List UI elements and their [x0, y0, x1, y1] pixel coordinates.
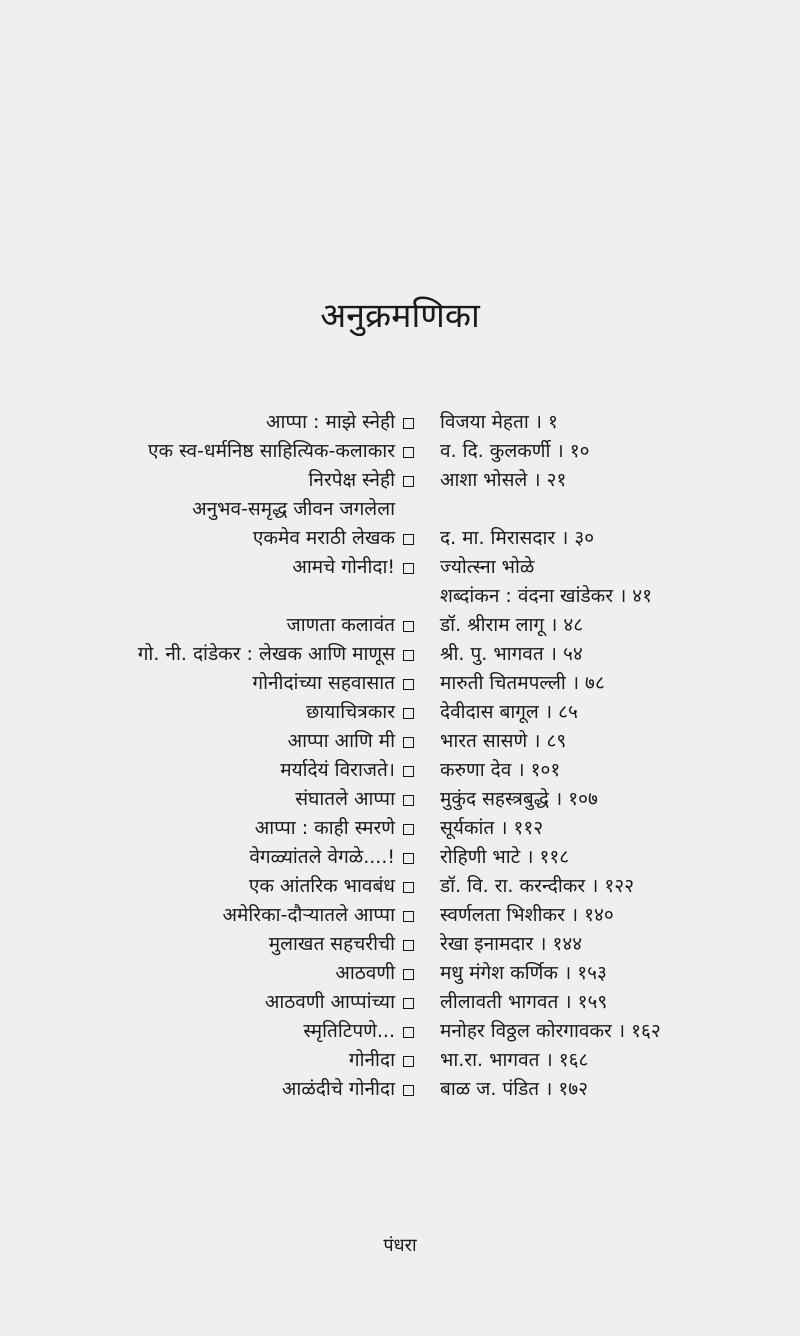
square-bullet-icon [403, 766, 414, 777]
toc-entry-author-spacer [440, 495, 594, 524]
toc-entry-author: करुणा देव । १०१ [440, 759, 561, 781]
square-bullet-icon [403, 679, 414, 690]
toc-entry-title: आप्पा आणि मी [287, 730, 395, 752]
square-bullet-icon [403, 911, 414, 922]
toc-entry-title: एक स्व-धर्मनिष्ठ साहित्यिक-कलाकार [147, 440, 395, 462]
square-bullet-icon [403, 969, 414, 980]
toc-entry [0, 901, 800, 930]
toc-entry [0, 930, 800, 959]
toc-entry [0, 698, 800, 727]
toc-entry-title-line-1: अनुभव-समृद्ध जीवन जगलेला [192, 498, 395, 520]
toc-entry [0, 814, 800, 843]
toc-entry-title: आप्पा : काही स्मरणे [254, 817, 395, 839]
toc-entry-author: आशा भोसले । २१ [440, 469, 567, 491]
toc-entry-title-line-2: एकमेव मराठी लेखक [252, 527, 395, 549]
square-bullet-icon [403, 882, 414, 893]
toc-entry-author: मुकुंद सहस्त्रबुद्धे । १०७ [440, 788, 598, 810]
toc-entry [0, 727, 800, 756]
toc-entry-author: डॉ. वि. रा. करन्दीकर । १२२ [440, 875, 635, 897]
toc-entry-title: आप्पा : माझे स्नेही [266, 411, 395, 433]
square-bullet-icon [403, 940, 414, 951]
square-bullet-icon [403, 737, 414, 748]
square-bullet-icon [403, 853, 414, 864]
toc-entry-title: छायाचित्रकार [306, 701, 395, 723]
square-bullet-icon [403, 476, 414, 487]
toc-entry-author: सूर्यकांत । ११२ [440, 817, 544, 839]
toc-entry-author: स्वर्णलता भिशीकर । १४० [440, 904, 614, 926]
toc-entry-title: गोनीदा [348, 1049, 395, 1071]
toc-entry-author: श्री. पु. भागवत । ५४ [440, 643, 583, 665]
table-of-contents [0, 408, 800, 1104]
toc-entry-author-line-1: ज्योत्स्ना भोळे [440, 556, 535, 578]
toc-entry-author: देवीदास बागूल । ८५ [440, 701, 578, 723]
toc-entry [0, 669, 800, 698]
square-bullet-icon [403, 1085, 414, 1096]
toc-entry [0, 466, 800, 495]
toc-entry-title: जाणता कलावंत [286, 614, 395, 636]
toc-entry-author: रेखा इनामदार । १४४ [440, 933, 583, 955]
toc-entry-title: गोनीदांच्या सहवासात [252, 672, 395, 694]
toc-entry-author: रोहिणी भाटे । ११८ [440, 846, 570, 868]
toc-entry [0, 872, 800, 901]
square-bullet-icon [403, 418, 414, 429]
toc-entry-title: आमचे गोनीदा! [292, 556, 395, 578]
square-bullet-icon [403, 563, 414, 574]
toc-entry-author: बाळ ज. पंडित । १७२ [440, 1078, 589, 1100]
square-bullet-icon [403, 795, 414, 806]
toc-entry-author: व. दि. कुलकर्णी । १० [440, 440, 590, 462]
toc-entry-title: अमेरिका-दौऱ्यातले आप्पा [222, 904, 395, 926]
toc-entry-author [440, 495, 594, 553]
square-bullet-icon [403, 621, 414, 632]
toc-entry-author [440, 553, 652, 611]
square-bullet-icon [403, 998, 414, 1009]
toc-entry-title: संघातले आप्पा [295, 788, 395, 810]
toc-entry [0, 959, 800, 988]
toc-entry-author-line-2: शब्दांकन : वंदना खांडेकर । ४१ [440, 585, 653, 607]
toc-entry-title: स्मृतिटिपणे... [303, 1020, 395, 1042]
toc-entry-title: आठवणी [335, 962, 395, 984]
square-bullet-icon [403, 824, 414, 835]
page-title: अनुक्रमणिका [320, 296, 480, 336]
toc-entry-author: विजया मेहता । १ [440, 411, 558, 433]
toc-entry [0, 1075, 800, 1104]
toc-entry-author: मारुती चितमपल्ली । ७८ [440, 672, 605, 694]
toc-entry [0, 843, 800, 872]
page-number: पंधरा [383, 1235, 417, 1256]
toc-entry-title [192, 495, 395, 553]
toc-entry-author: भारत सासणे । ८९ [440, 730, 567, 752]
toc-entry-title: मुलाखत सहचरीची [268, 933, 395, 955]
square-bullet-icon [403, 1027, 414, 1038]
toc-entry-author: मनोहर विठ्ठल कोरगावकर । १६२ [440, 1020, 661, 1042]
toc-entry-author: लीलावती भागवत । १५९ [440, 991, 608, 1013]
toc-entry-author: मधु मंगेश कर्णिक । १५३ [440, 962, 607, 984]
toc-entry-title: वेगळ्यांतले वेगळे....! [249, 846, 395, 868]
toc-entry-author: डॉ. श्रीराम लागू । ४८ [440, 614, 584, 636]
toc-entry [0, 756, 800, 785]
toc-entry [0, 408, 800, 437]
toc-entry-author: भा.रा. भागवत । १६८ [440, 1049, 589, 1071]
toc-entry-title: मर्यादेयं विराजते। [280, 759, 395, 781]
toc-entry [0, 988, 800, 1017]
toc-entry [0, 553, 800, 611]
toc-entry-author-line: द. मा. मिरासदार । ३० [440, 527, 595, 549]
square-bullet-icon [403, 708, 414, 719]
square-bullet-icon [403, 534, 414, 545]
toc-entry [0, 1017, 800, 1046]
toc-entry [0, 495, 800, 553]
toc-entry [0, 611, 800, 640]
toc-entry-title: गो. नी. दांडेकर : लेखक आणि माणूस [137, 643, 395, 665]
toc-entry [0, 1046, 800, 1075]
toc-entry-title: एक आंतरिक भावबंध [248, 875, 395, 897]
square-bullet-icon [403, 1056, 414, 1067]
toc-entry [0, 640, 800, 669]
toc-entry [0, 785, 800, 814]
toc-entry-title: आठवणी आप्पांच्या [264, 991, 395, 1013]
toc-entry-title: आळंदीचे गोनीदा [281, 1078, 395, 1100]
square-bullet-icon [403, 447, 414, 458]
toc-entry [0, 437, 800, 466]
toc-entry-title: निरपेक्ष स्नेही [308, 469, 395, 491]
square-bullet-icon [403, 650, 414, 661]
